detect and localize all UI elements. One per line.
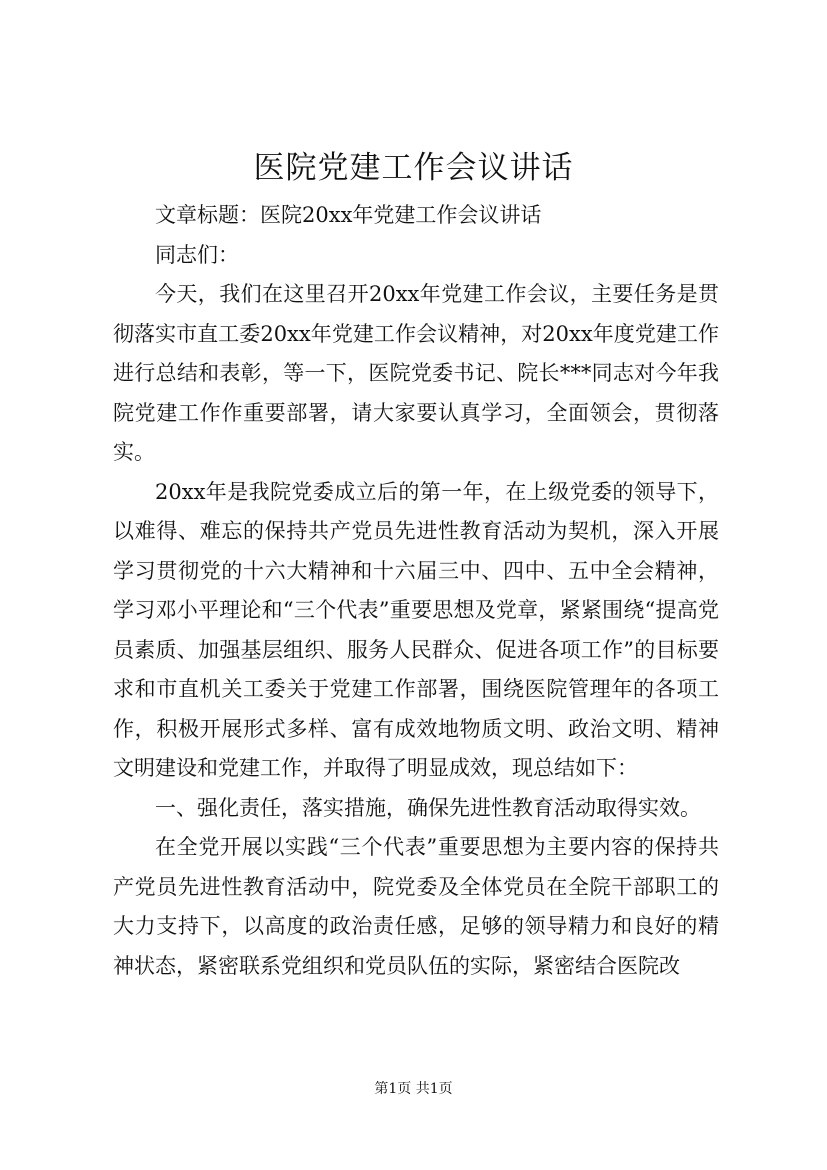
paragraph-intro: 今天，我们在这里召开20xx年党建工作会议，主要任务是贯彻落实市直工委20xx年党建工作会议精神，对20xx年度党建工作进行总结和表彰，等一下，医院党委书记、院长***同志对今年我院党建工作作重要部署，请大家要认真学习，全面领会，贯彻落实。 [113,282,719,464]
page-footer: 第1页 共1页 [374,1081,453,1097]
document-title: 医院党建工作会议讲话 [253,150,574,186]
paragraph-section-1: 在全党开展以实践“三个代表”重要思想为主要内容的保持共产党员先进性教育活动中，院党委及全体党员在全院干部职工的大力支持下，以高度的政治责任感，足够的领导精力和良好的精神状态，紧密联系党组织和党员队伍的实际，紧密结合医院改 [113,835,719,978]
salutation: 同志们： [155,242,239,267]
article-title-line: 文章标题：医院20xx年党建工作会议讲话 [155,203,542,227]
section-heading-1: 一、强化责任，落实措施，确保先进性教育活动取得实效。 [155,795,701,820]
paragraph-summary: 20xx年是我院党委成立后的第一年，在上级党委的领导下，以难得、难忘的保持共产党员先进性教育活动为契机，深入开展学习贯彻党的十六大精神和十六届三中、四中、五中全会精神，学习邓小平理论和“三个代表”重要思想及党章，紧紧围绕“提高党员素质、加强基层组织、服务人民群众、促进各项工作”的目标要求和市直机关工委关于党建工作部署，围绕医院管理年的各项工作，积极开展形式多样、富有成效地物质文明、政治文明、精神文明建设和党建工作，并取得了明显成效，现总结如下： [113,479,719,780]
document-body [113,196,719,986]
